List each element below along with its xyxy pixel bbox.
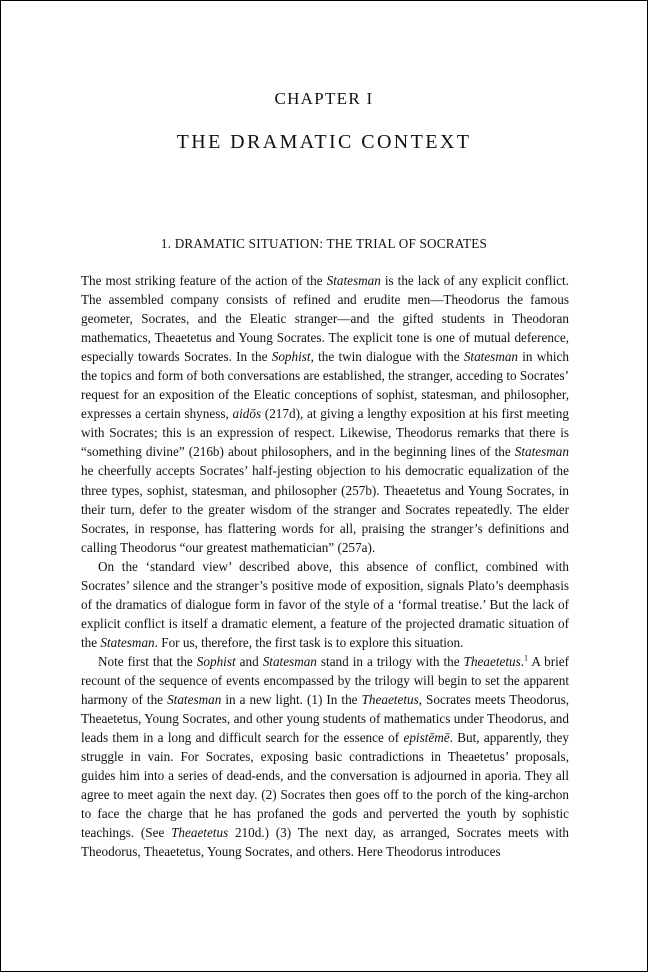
footnote-ref: 1 bbox=[524, 653, 529, 663]
paragraph bbox=[81, 271, 569, 557]
text-run: in which the topics and form of both conversations are established, the stranger, acceding to Socrates’ request for an exposition of the Eleatic conceptions of sophist, statesman, and philosopher, expresses a certain shyness, bbox=[81, 349, 569, 422]
text-run: . bbox=[520, 653, 525, 669]
italic-term: Theaetetus bbox=[361, 692, 419, 708]
paragraph bbox=[81, 652, 569, 862]
italic-term: Statesman bbox=[262, 653, 317, 669]
text-run: in a new light. (1) In the bbox=[221, 692, 362, 708]
text-run: stand in a trilogy with the bbox=[316, 653, 464, 669]
italic-term: Sophist bbox=[271, 349, 311, 365]
text-run: The most striking feature of the action of the bbox=[81, 273, 327, 288]
italic-term: Statesman bbox=[326, 273, 381, 288]
chapter-title: THE DRAMATIC CONTEXT bbox=[176, 131, 472, 153]
text-run: 210d.) (3) The next day, as arranged, Socrates meets with Theodorus, Theaetetus, Young Socrates, and others. Here Theodorus introduces bbox=[81, 825, 569, 860]
text-run: , the twin dialogue with the bbox=[310, 349, 464, 365]
text-run: On the ‘standard view’ described above, this absence of conflict, combined with Socrates’ silence and the stranger’s positive mode of exposition, signals Plato’s deemphasis of the dramatics of dialogue form in favor of the style of a ‘formal treatise.’ But the lack of explicit conflict is itself a dramatic element, a feature of the projected dramatic situation of the bbox=[81, 558, 569, 650]
text-run: he cheerfully accepts Socrates’ half-jesting objection to his democratic equalization of the three types, sophist, statesman, and philosopher (257b). Theaetetus and Young Socrates, in their turn, defer to the greater wisdom of the stranger and Socrates repeatedly. The elder Socrates, in response, has flattering words for all, praising the stranger’s definitions and calling Theodorus “our greatest mathematician” (257a). bbox=[81, 463, 569, 555]
text-run: and bbox=[235, 653, 263, 669]
text-run: A brief recount of the sequence of events encompassed by the trilogy will begin to set the apparent harmony of the bbox=[81, 653, 570, 708]
text-run: (217d), at giving a lengthy exposition at his first meeting with Socrates; this is an expression of respect. Likewise, Theodorus remarks that there is “something divine” (216b) about philosophers, and in the beginning lines of the bbox=[81, 406, 569, 460]
italic-term: Theaetetus bbox=[171, 825, 229, 841]
text-run: . But, apparently, they struggle in vain. For Socrates, exposing basic contradictions in Theaetetus’ proposals, guides him into a series of dead-ends, and the conversation is adjourned in aporia. They all agree to meet again the next day. (2) Socrates then goes off to the porch of the king-archon to face the charge that he has profaned the gods and perverted the youth by sophistic teachings. (See bbox=[81, 730, 569, 841]
paragraph bbox=[81, 557, 569, 652]
text-run: . For us, therefore, the first task is to explore this situation. bbox=[154, 634, 464, 650]
text-run: is the lack of any explicit conflict. The assembled company consists of refined and erudite men—Theodorus the famous geometer, Socrates, and the Eleatic stranger—and the gifted students in Theodoran mathematics, Theaetetus and Young Socrates. The explicit tone is one of mutual deference, especially towards Socrates. In the bbox=[81, 273, 569, 365]
body-text bbox=[81, 271, 569, 861]
italic-term: Theaetetus bbox=[463, 653, 521, 669]
italic-term: Statesman bbox=[514, 444, 569, 460]
italic-term: Statesman bbox=[463, 349, 519, 365]
text-run: Note first that the bbox=[98, 653, 197, 669]
italic-term: Statesman bbox=[167, 692, 222, 708]
italic-term: Statesman bbox=[100, 634, 155, 650]
italic-term: epistēmē bbox=[403, 730, 450, 746]
italic-term: aidōs bbox=[232, 406, 262, 422]
italic-term: Sophist bbox=[196, 653, 236, 669]
text-run: , Socrates meets Theodorus, Theaetetus, Young Socrates, and other young students of mathematics under Theodorus, and leads them in a long and difficult search for the essence of bbox=[81, 692, 570, 746]
chapter-label: CHAPTER I bbox=[274, 89, 374, 108]
section-heading: 1. DRAMATIC SITUATION: THE TRIAL OF SOCRATES bbox=[160, 236, 488, 251]
